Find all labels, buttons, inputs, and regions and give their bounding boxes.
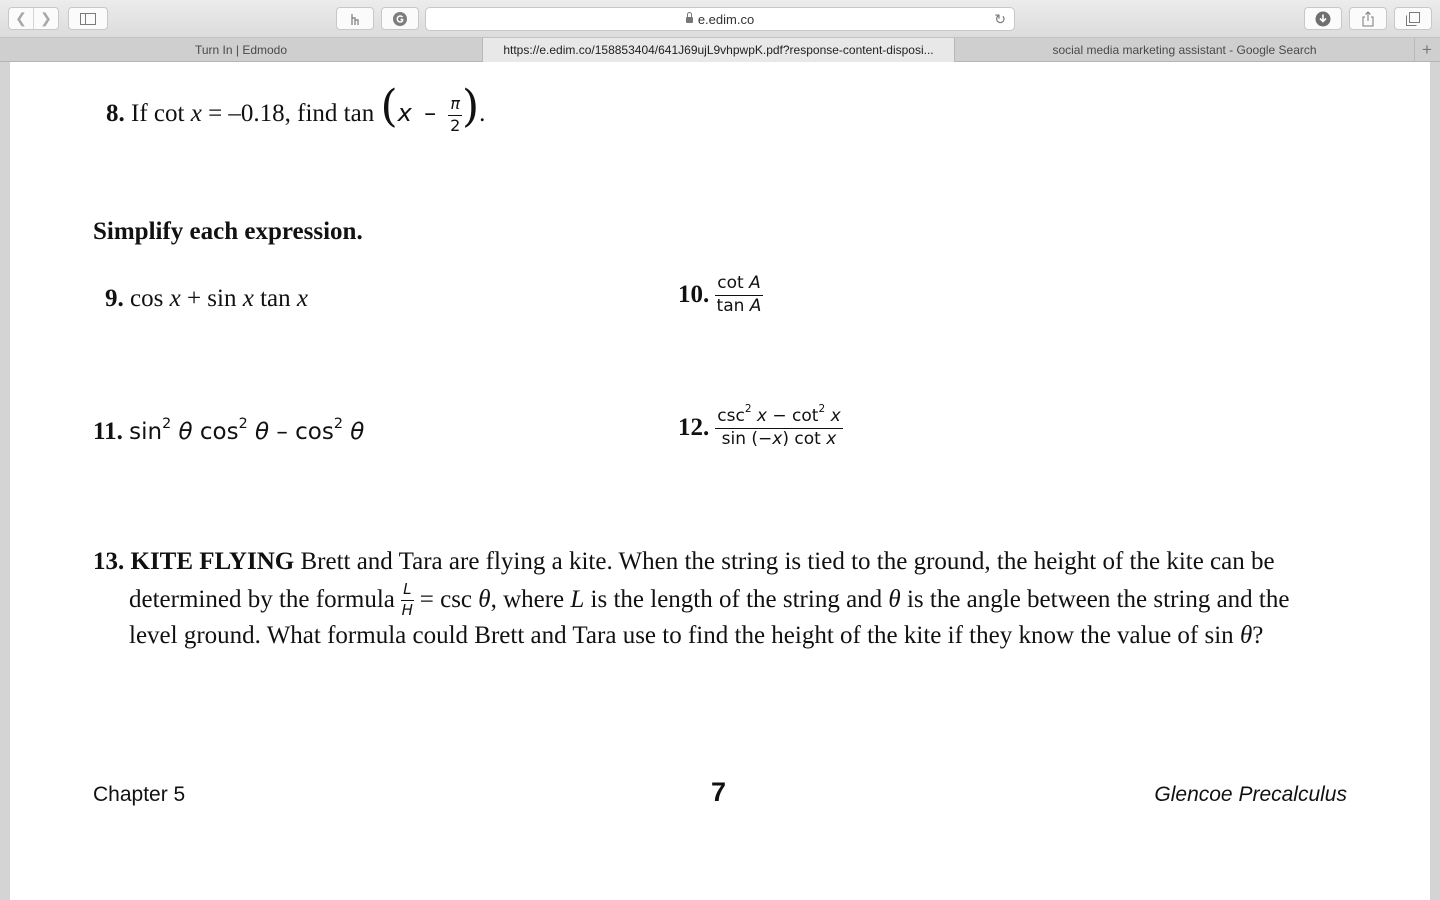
address-bar[interactable] <box>425 7 1015 31</box>
question-number: 11. <box>93 418 123 445</box>
right-paren: ) <box>462 81 480 132</box>
q10-var: A <box>749 295 762 316</box>
hand-icon <box>348 12 362 26</box>
q11-exponent: 2 <box>162 415 172 432</box>
tabs-icon <box>1406 12 1420 26</box>
question-13-line-1 <box>93 548 1275 576</box>
q13-text: is the angle between the string and the <box>906 586 1290 613</box>
section-heading: Simplify each expression. <box>93 218 363 245</box>
downloads-button[interactable] <box>1304 7 1342 30</box>
q13-text: = csc <box>419 586 473 613</box>
tab-edmodo[interactable] <box>0 38 483 62</box>
pdf-page <box>10 62 1430 900</box>
question-number: 8. <box>106 100 125 127</box>
fraction-denominator <box>722 429 837 449</box>
q9-var: x <box>296 285 308 312</box>
q8-var: x <box>397 99 412 127</box>
q8-text: = –0.18, find tan <box>208 100 375 127</box>
q13-text: determined by the formula <box>129 586 395 613</box>
question-10 <box>678 275 763 316</box>
left-paren: ( <box>380 81 398 132</box>
question-11 <box>93 415 365 446</box>
q9-text: tan <box>260 285 291 312</box>
q13-fraction <box>401 579 413 619</box>
footer-book-title: Glencoe Precalculus <box>1154 783 1347 806</box>
question-9 <box>105 285 308 313</box>
tab-title: social media marketing assistant - Google Search <box>1052 43 1317 57</box>
question-13-line-3 <box>129 622 1263 650</box>
q11-theta: θ <box>350 419 365 445</box>
q12-fn: sin (− <box>721 428 773 449</box>
q12-minus: − <box>772 406 787 426</box>
q9-var: x <box>242 285 254 312</box>
q12-var: x <box>756 406 767 426</box>
q11-minus: – <box>276 419 288 445</box>
plus-icon: + <box>1422 40 1432 59</box>
q10-fraction <box>715 275 762 316</box>
share-icon <box>1361 11 1375 27</box>
q8-fraction <box>448 93 462 135</box>
fraction-denominator: H <box>401 600 413 619</box>
q11-theta: θ <box>254 419 270 445</box>
fraction-numerator <box>715 275 762 296</box>
address-text: e.edim.co <box>697 11 755 27</box>
q9-var: x <box>169 285 181 312</box>
question-12 <box>678 403 843 449</box>
share-button[interactable] <box>1349 7 1387 30</box>
tab-title: Turn In | Edmodo <box>194 43 288 57</box>
q13-theta: θ <box>888 586 901 613</box>
reload-icon[interactable]: ↻ <box>994 11 1006 27</box>
footer-page-number: 7 <box>711 777 727 807</box>
fraction-denominator <box>717 296 762 316</box>
q8-var: x <box>190 100 202 127</box>
q12-var: x <box>826 428 837 449</box>
sidebar-icon <box>80 13 96 25</box>
q12-var: x <box>830 406 841 426</box>
q13-text: is the length of the string and <box>590 586 883 613</box>
tab-pdf[interactable] <box>483 38 955 62</box>
q12-exponent: 2 <box>744 403 752 416</box>
q12-fn: ) cot <box>782 428 821 449</box>
fraction-numerator <box>715 403 842 429</box>
sidebar-toggle-button[interactable] <box>68 7 108 30</box>
q13-text: , where <box>490 586 565 613</box>
q10-fn: cot <box>717 273 744 293</box>
browser-toolbar <box>0 0 1440 38</box>
q11-theta: θ <box>178 419 193 445</box>
q13-text: level ground. What formula could Brett and Tara use to find the height of the kite if they know the value of sin <box>129 622 1234 649</box>
q11-exponent: 2 <box>333 415 343 432</box>
new-tab-button[interactable] <box>1414 38 1440 62</box>
tab-title: https://e.edim.co/158853404/641J69ujL9vhpwpK.pdf?response-content-disposi... <box>503 43 934 57</box>
question-13-line-2 <box>129 575 1289 625</box>
fraction-numerator: L <box>401 582 413 601</box>
tab-bar <box>0 38 1440 62</box>
q12-fraction <box>715 403 842 449</box>
chevron-left-icon: ❮ <box>15 10 27 26</box>
back-button[interactable] <box>9 8 34 29</box>
footer-chapter: Chapter 5 <box>93 783 186 806</box>
q11-fn: sin <box>129 419 163 445</box>
question-number: 9. <box>105 285 124 312</box>
forward-button[interactable] <box>34 8 58 29</box>
q11-fn: cos <box>199 419 239 445</box>
q8-period: . <box>479 100 486 127</box>
q9-text: + sin <box>186 285 237 312</box>
q11-fn: cos <box>295 419 334 445</box>
question-number: 10. <box>678 281 710 309</box>
grammarly-icon <box>392 11 408 27</box>
q12-fn: cot <box>792 406 819 426</box>
nav-button-group <box>8 7 59 30</box>
tabs-overview-button[interactable] <box>1394 7 1432 30</box>
q8-minus: – <box>424 99 437 127</box>
question-number: 13. <box>93 548 125 575</box>
question-8 <box>106 81 486 135</box>
grammarly-button[interactable] <box>381 7 419 30</box>
download-icon <box>1315 11 1331 27</box>
q13-var: L <box>570 586 585 613</box>
q13-text: ? <box>1252 622 1264 649</box>
q12-fn: csc <box>717 406 745 426</box>
pdf-viewer[interactable] <box>0 62 1440 900</box>
question-number: 12. <box>678 414 710 442</box>
q13-title: KITE FLYING <box>130 548 295 575</box>
q9-text: cos <box>130 285 164 312</box>
extension-button[interactable] <box>336 7 374 30</box>
q12-exponent: 2 <box>818 403 826 416</box>
q13-theta: θ <box>1239 622 1253 649</box>
q10-var: A <box>749 273 761 293</box>
chevron-right-icon: ❯ <box>40 10 52 26</box>
q13-theta: θ <box>478 586 491 613</box>
fraction-numerator: π <box>448 96 462 116</box>
q13-text: Brett and Tara are flying a kite. When the string is tied to the ground, the height of the kite can be <box>300 548 1275 575</box>
q12-var: x <box>772 428 783 449</box>
fraction-denominator: 2 <box>450 115 461 135</box>
q10-fn: tan <box>716 295 745 316</box>
q11-exponent: 2 <box>238 415 248 432</box>
tab-google-search[interactable] <box>955 38 1415 62</box>
q8-text: If cot <box>131 100 185 127</box>
lock-icon <box>686 17 693 23</box>
q11-expression <box>129 415 365 445</box>
